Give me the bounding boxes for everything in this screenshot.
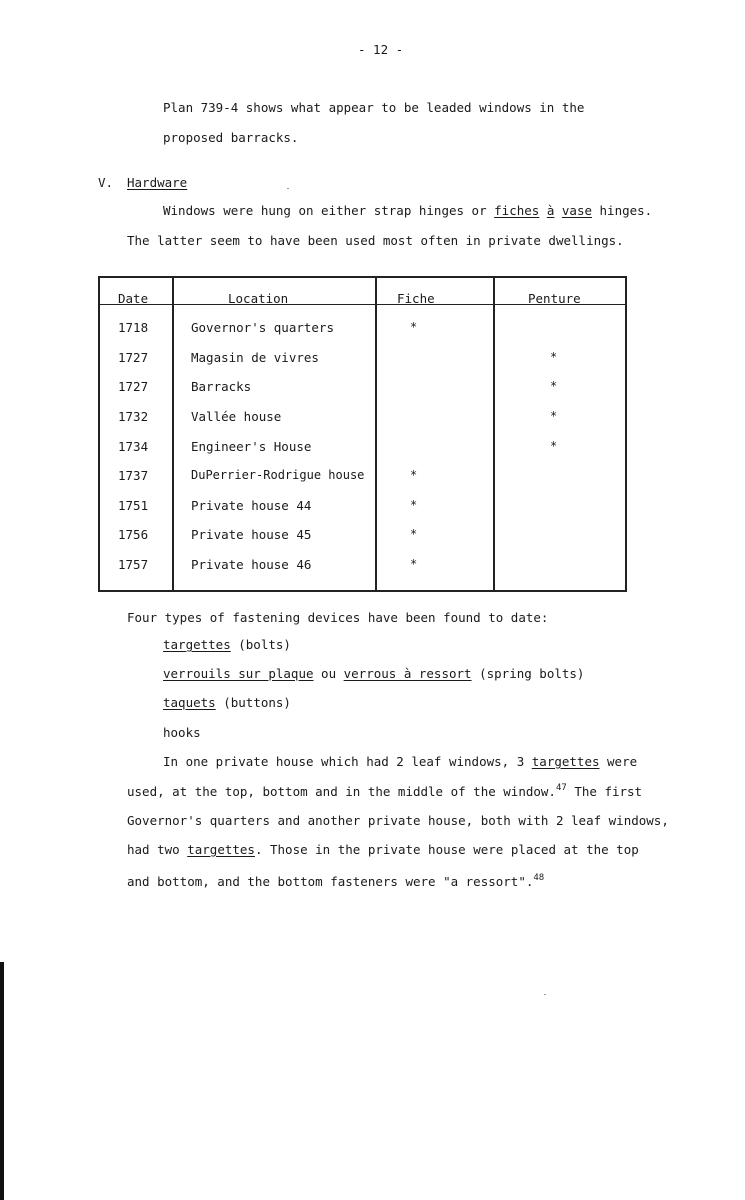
row-3-location: Barracks — [191, 379, 252, 394]
term-taquets: taquets — [163, 695, 216, 710]
text-run: ou — [313, 666, 344, 681]
row-8-fiche: * — [410, 527, 418, 541]
table-right-border — [625, 276, 627, 592]
paragraph-3-line-5 — [127, 873, 544, 889]
text-run: . Those in the private house were placed at the top — [254, 842, 639, 857]
term-targettes: targettes — [163, 637, 231, 652]
row-9-fiche: * — [410, 557, 418, 571]
text-run: had two — [127, 842, 188, 857]
row-6-location: DuPerrier-Rodrigue house — [191, 468, 365, 482]
row-5-penture: * — [550, 439, 558, 453]
scan-speck — [544, 994, 546, 995]
section-numeral: V. — [98, 175, 114, 190]
scan-speck — [287, 188, 289, 189]
row-1-fiche: * — [410, 320, 418, 334]
row-4-location: Vallée house — [191, 409, 282, 424]
footnote-ref-48: 48 — [533, 873, 545, 883]
row-9-date: 1757 — [118, 557, 149, 572]
row-3-date: 1727 — [118, 379, 149, 394]
text-run: Windows were hung on either strap hinges or — [163, 203, 495, 218]
text-run: (bolts) — [230, 637, 291, 652]
text-run: (buttons) — [215, 695, 291, 710]
row-3-penture: * — [550, 379, 558, 393]
header-date: Date — [118, 291, 149, 306]
header-penture: Penture — [528, 291, 581, 306]
term-verrous-a-ressort: verrous à ressort — [343, 666, 472, 681]
fastening-intro: Four types of fastening devices have been found to date: — [127, 610, 549, 625]
row-5-location: Engineer's House — [191, 439, 312, 454]
text-run: hinges. — [592, 203, 653, 218]
section-heading: Hardware — [127, 175, 188, 190]
row-1-location: Governor's quarters — [191, 320, 334, 335]
row-7-date: 1751 — [118, 498, 149, 513]
row-9-location: Private house 46 — [191, 557, 312, 572]
table-divider-2 — [375, 276, 377, 592]
paragraph-2-line-1 — [163, 203, 652, 218]
text-run: The first — [566, 784, 643, 799]
hinge-table — [98, 276, 626, 592]
row-6-fiche: * — [410, 468, 418, 482]
term-targettes: targettes — [531, 754, 600, 769]
paragraph-3-line-2 — [127, 783, 642, 799]
row-8-date: 1756 — [118, 527, 149, 542]
text-run — [554, 203, 562, 218]
text-run: were — [599, 754, 638, 769]
paragraph-3-line-4 — [127, 842, 639, 857]
fastening-item-2 — [163, 666, 584, 681]
paragraph-1-line-1: Plan 739-4 shows what appear to be leaded windows in the — [163, 100, 585, 115]
footnote-ref-47: 47 — [555, 783, 567, 793]
row-4-date: 1732 — [118, 409, 149, 424]
row-7-location: Private house 44 — [191, 498, 312, 513]
table-divider-3 — [493, 276, 495, 592]
row-4-penture: * — [550, 409, 558, 423]
page-number: - 12 - — [358, 42, 404, 57]
term-fiches: fiches — [494, 203, 540, 218]
term-targettes: targettes — [187, 842, 255, 857]
paragraph-3-line-1 — [163, 754, 637, 769]
text-run — [539, 203, 547, 218]
text-run: In one private house which had 2 leaf windows, 3 — [163, 754, 532, 769]
scan-edge-mark — [0, 962, 4, 1200]
header-location: Location — [228, 291, 289, 306]
header-fiche: Fiche — [397, 291, 435, 306]
fastening-item-3 — [163, 695, 291, 710]
text-run: (spring bolts) — [471, 666, 585, 681]
fastening-item-1 — [163, 637, 291, 652]
row-7-fiche: * — [410, 498, 418, 512]
row-2-location: Magasin de vivres — [191, 350, 319, 365]
paragraph-1-line-2: proposed barracks. — [163, 130, 299, 145]
row-2-penture: * — [550, 350, 558, 364]
table-top-border — [98, 276, 626, 278]
table-left-border — [98, 276, 100, 592]
paragraph-3-line-3: Governor's quarters and another private house, both with 2 leaf windows, — [127, 813, 669, 828]
table-divider-1 — [172, 276, 174, 592]
text-run: and bottom, and the bottom fasteners were "a ressort". — [127, 874, 534, 889]
text-run: used, at the top, bottom and in the middle of the window. — [127, 784, 556, 799]
row-2-date: 1727 — [118, 350, 149, 365]
row-1-date: 1718 — [118, 320, 149, 335]
paragraph-2-line-2: The latter seem to have been used most often in private dwellings. — [127, 233, 624, 248]
table-bottom-border — [98, 590, 626, 592]
row-6-date: 1737 — [118, 468, 149, 483]
fastening-item-4: hooks — [163, 725, 201, 740]
term-verrouils-sur-plaque: verrouils sur plaque — [163, 666, 314, 681]
term-vase: vase — [561, 203, 592, 218]
term-a: à — [546, 203, 555, 218]
row-5-date: 1734 — [118, 439, 149, 454]
row-8-location: Private house 45 — [191, 527, 312, 542]
